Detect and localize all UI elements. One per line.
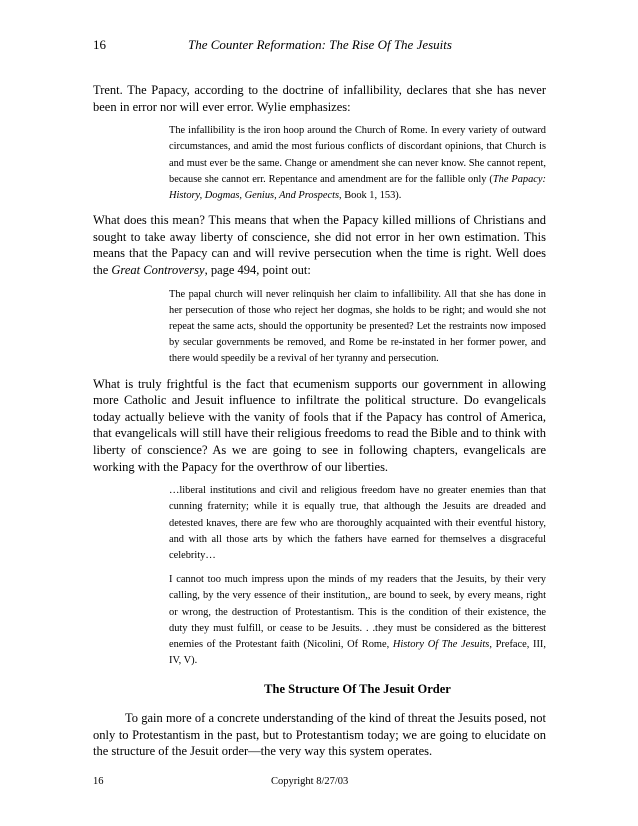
quote-4-citation: History Of The Jesuits <box>392 638 490 650</box>
quote-1-text: The infallibility is the iron hoop around the Church of Rome. In every variety of outward circumstances, and amid the most furious conflicts of discordant opinions, that Church is and must ever be the same. Change or amendment she can never know. She cannot repent, because she cannot err. Repentance and amendment are for the fallible only ( <box>169 125 546 185</box>
paragraph-3: What is truly frightful is the fact that ecumenism supports our government in allowing more Catholic and Jesuit influence to infiltrate the political structure. Do evangelicals today actually believe with the vanity of fools that if the Papacy has control of America, that evangelicals will still have their religious freedoms to read the Bible and to think with liberty of conscience? As we are going to see in following chapters, evangelicals are working with the Papacy for the overthrow of our liberties. <box>93 376 546 474</box>
paragraph-2-text: What does this mean? This means that when the Papacy killed millions of Christians and sought to take away liberty of conscience, she did not error in her own estimation. This means that the Papacy can and will revive persecution when the time is right. Well does the <box>93 213 546 277</box>
block-quote-4 <box>169 572 546 669</box>
paragraph-2 <box>93 212 546 278</box>
block-quote-2: The papal church will never relinquish her claim to infallibility. All that she has done in her persecution of those who reject her dogmas, she holds to be right; and would she not repeat the same acts, should the opportunity be presented? Let the restraints now imposed by secular governments be removed, and Rome be re-instated in her former power, and there would speedily be a revival of her tyranny and persecution. <box>169 288 546 365</box>
paragraph-1: Trent. The Papacy, according to the doctrine of infallibility, declares that she has never been in error nor will ever error. Wylie emphasizes: <box>93 83 546 114</box>
paragraph-4: To gain more of a concrete understanding of the kind of threat the Jesuits posed, not only to Protestantism in the past, but to Protestantism today; we are going to elucidate on the structure of the Jesuit order—the very way this system operates. <box>93 710 546 759</box>
quote-4-end: , Preface, III, IV, V). <box>169 638 546 667</box>
quote-4-text: I cannot too much impress upon the minds of my readers that the Jesuits, by their very calling, by the very essence of their institution,, are bound to seek, by every means, right or wrong, the destruction of Protestantism. This is the condition of their existence, the duty they must fulfill, or cease to be Jesuits. . .they must be considered as the bitterest enemies of the Protestant faith (Nicolini, Of Rome, <box>169 574 546 650</box>
header-page-number: 16 <box>93 37 106 52</box>
quote-1-citation: The Papacy: History, Dogmas, Genius, And Prospects <box>169 173 546 201</box>
paragraph-2-citation: Great Controversy <box>111 262 205 277</box>
footer-page-number: 16 <box>93 776 104 787</box>
paragraph-2-end: , page 494, point out: <box>204 262 311 277</box>
running-title: The Counter Reformation: The Rise Of The Jesuits <box>188 37 452 52</box>
footer-copyright: Copyright 8/27/03 <box>271 776 349 787</box>
page-body <box>93 82 546 760</box>
block-quote-1 <box>169 123 546 204</box>
quote-1-end: , Book 1, 153). <box>339 190 402 201</box>
block-quote-3: …liberal institutions and civil and religious freedom have no greater enemies than that cunning fraternity; while it is equally true, that although the Jesuits are dreaded and detested knaves, there are few who are thoroughly acquainted with their eventful history, and with all those arts by which the fathers have earned for themselves a disgraceful celebrity… <box>169 485 546 561</box>
section-heading: The Structure Of The Jesuit Order <box>264 682 451 697</box>
